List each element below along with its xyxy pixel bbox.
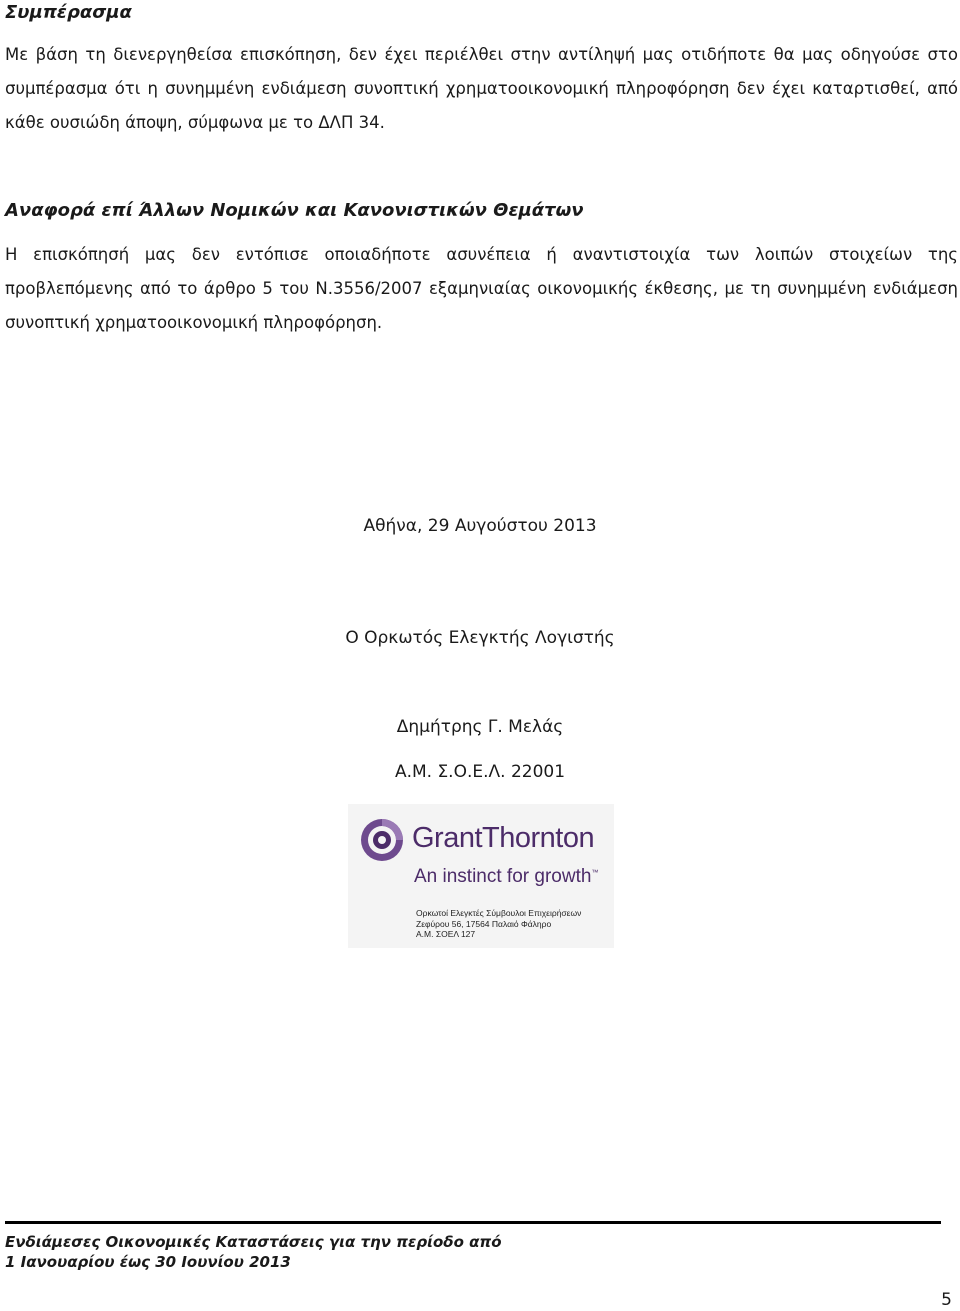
footer-caption: [5, 1232, 502, 1272]
auditor-role: Ο Ορκωτός Ελεγκτής Λογιστής: [345, 628, 615, 648]
auditor-registration: Α.Μ. Σ.Ο.Ε.Λ. 22001: [394, 762, 566, 782]
place-date: Αθήνα, 29 Αυγούστου 2013: [363, 516, 597, 536]
paragraph-other-matters: Η επισκόπησή μας δεν εντόπισε οποιαδήποτε ασυνέπεια ή αναντιστοιχία των λοιπών στοιχείων της προβλεπόμενης από το άρθρο 5 του Ν.3556/2007 εξαμηνιαίας οικονομικής έκθεσης, με τη συνημμένη ενδιάμεση συνοπτική χρηματοοικονομική πληροφόρηση.: [5, 245, 958, 332]
footer-line: Ενδιάμεσες Οικονομικές Καταστάσεις για την περίοδο από: [5, 1233, 502, 1251]
auditor-name: Δημήτρης Γ. Μελάς: [396, 717, 564, 737]
footer-divider: [5, 1221, 941, 1224]
stamp-text: [416, 908, 581, 940]
grant-thornton-swirl-icon: [360, 818, 404, 862]
section-title-other-matters: Αναφορά επί Άλλων Νομικών και Κανονιστικών Θεμάτων: [5, 200, 584, 221]
stamp-line: Ορκωτοί Ελεγκτές Σύμβουλοι Επιχειρήσεων: [416, 908, 582, 918]
stamp-line: Ζεφύρου 56, 17564 Παλαιό Φάληρο: [416, 918, 552, 929]
firm-logo-stamp: [348, 804, 614, 948]
footer-line: 1 Ιανουαρίου έως 30 Ιουνίου 2013: [5, 1253, 291, 1271]
logo-tagline: An instinct for growth™: [414, 866, 599, 887]
logo-wordmark: GrantThornton: [412, 822, 595, 854]
section-title-conclusion: Συμπέρασμα: [5, 2, 132, 23]
stamp-line: Α.Μ. ΣΟΕΛ 127: [416, 929, 476, 939]
page-number: 5: [941, 1290, 952, 1310]
paragraph-conclusion: Με βάση τη διενεργηθείσα επισκόπηση, δεν έχει περιέλθει στην αντίληψή μας οτιδήποτε θα μας οδηγούσε στο συμπέρασμα ότι η συνημμένη ενδιάμεση συνοπτική χρηματοοικονομική πληροφόρηση δεν έχει καταρτισθεί, από κάθε ουσιώδη άποψη, σύμφωνα με το ΔΛΠ 34.: [5, 45, 958, 132]
